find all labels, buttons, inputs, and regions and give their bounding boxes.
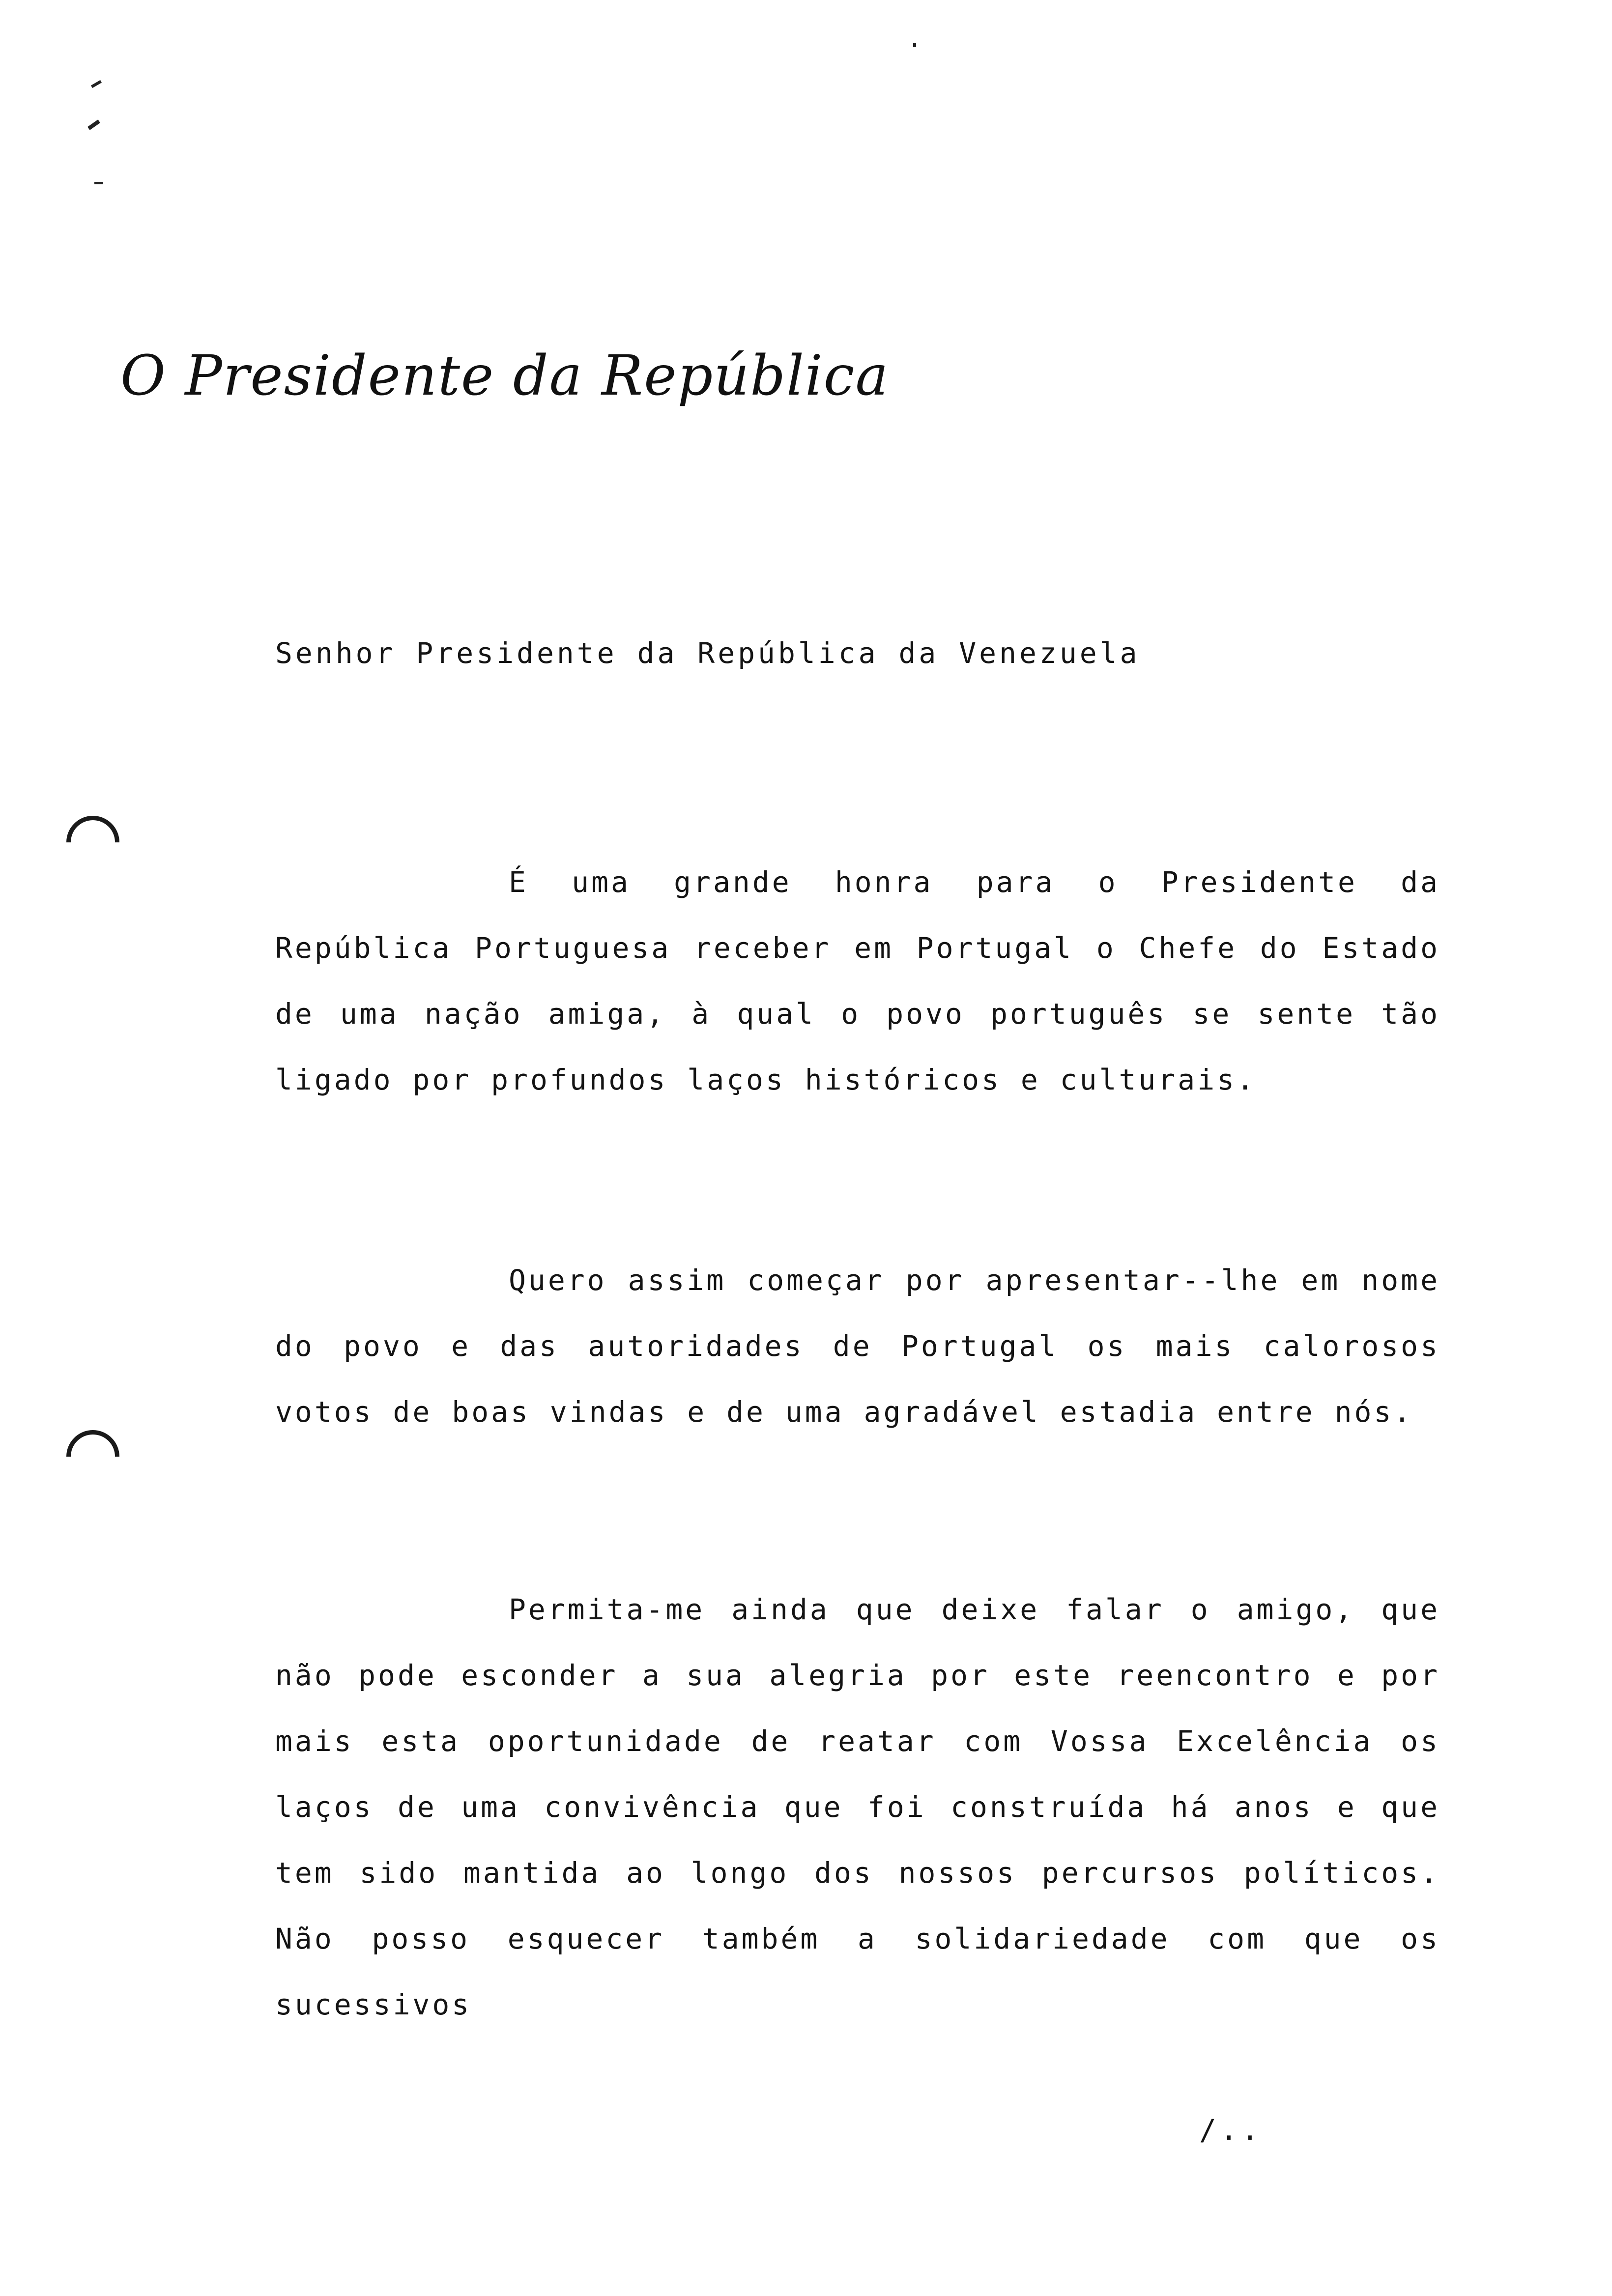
scan-mark (91, 80, 102, 88)
punch-hole-mark (56, 805, 131, 880)
body-paragraph: É uma grande honra para o Presidente da República Portuguesa receber em Portugal o Chefe do Estado de uma nação amiga, à qual o povo português se sente tão ligado por profundos laços históricos e culturais. (275, 865, 1440, 1096)
salutation: Senhor Presidente da República da Venezuela (275, 636, 1140, 670)
body-paragraph: Quero assim começar por apresentar--lhe em nome do povo e das autoridades de Portugal os mais calorosos votos de boas vindas e de uma agradável estadia entre nós. (275, 1263, 1440, 1429)
page-continuation-mark: /.. (1199, 2113, 1263, 2147)
scan-mark (94, 182, 103, 184)
scan-mark (87, 119, 100, 130)
body-paragraph: Permita-me ainda que deixe falar o amigo, que não pode esconder a sua alegria por este reencontro e por mais esta oportunidade de reatar com Vossa Excelência os laços de uma convivência que foi construída há anos e que tem sido mantida ao longo dos nossos percursos políticos. Não posso esquecer também a solidariedade com que os sucessivos (275, 1593, 1440, 2021)
scan-mark (913, 43, 916, 47)
punch-hole-mark (56, 1419, 131, 1494)
letterhead-title: O Presidente da República (120, 344, 890, 408)
